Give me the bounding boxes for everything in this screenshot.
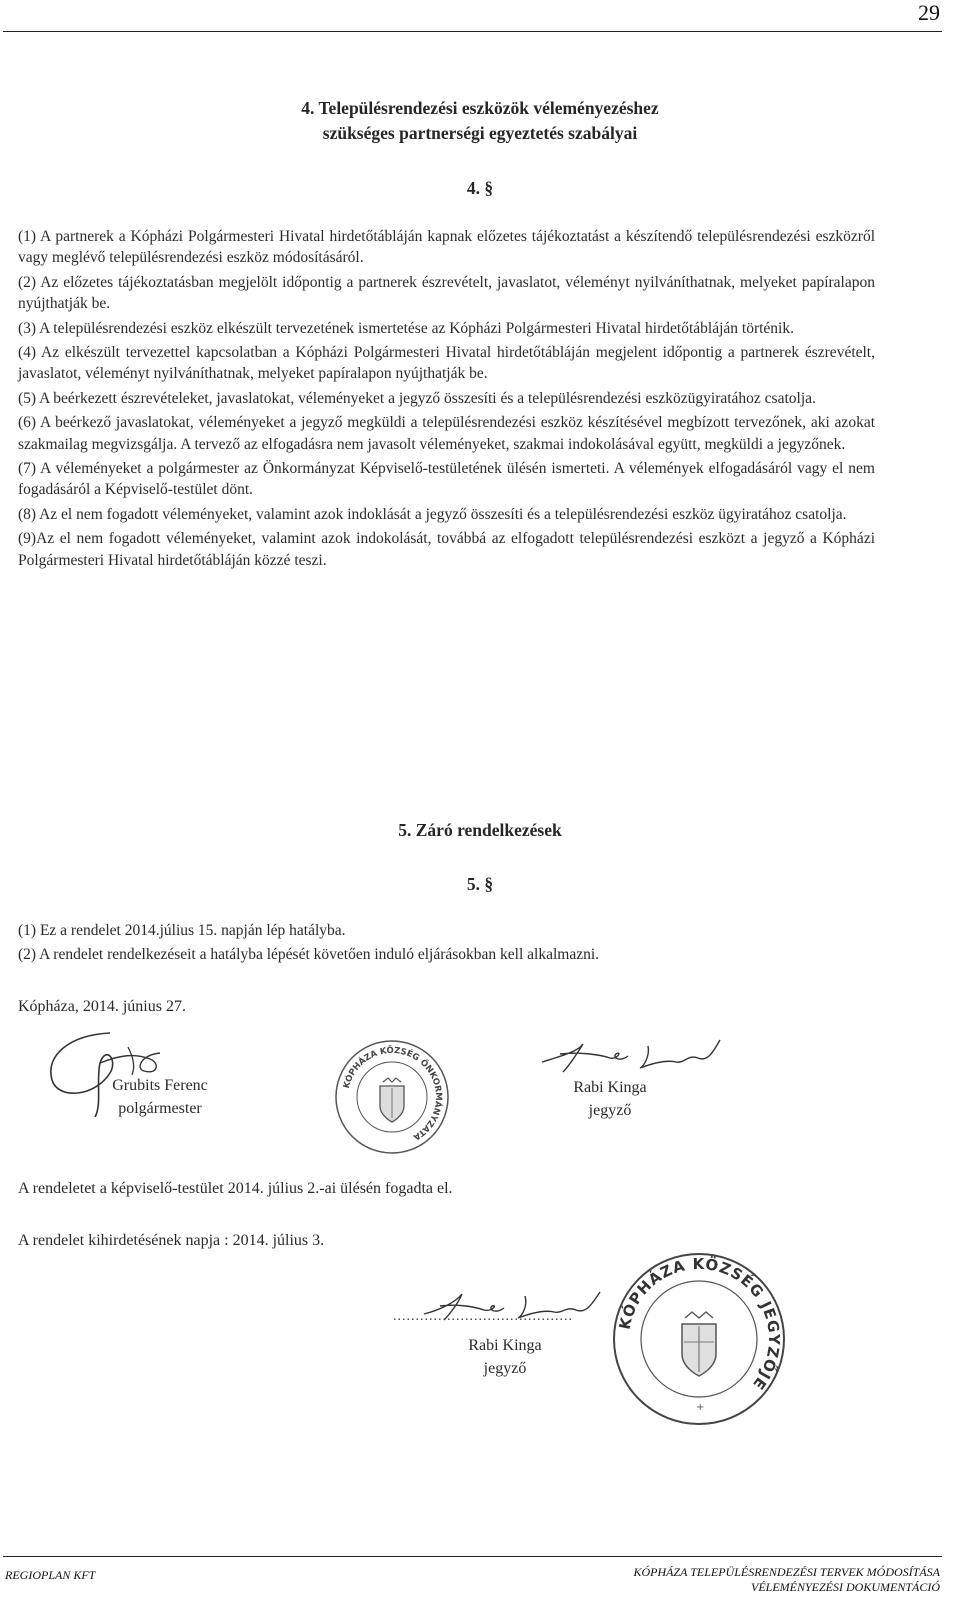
adopted-statement: A rendeletet a képviselő-testület 2014. július 2.-ai ülésén fogadta el.	[18, 1180, 453, 1197]
paragraph-4-7: (7) A véleményeket a polgármester az Önkormányzat Képviselő-testületének ülésén ismerteti. A vélemények elfogadásáról vagy el nem fogadásáról a Képviselő-testület dönt.	[18, 460, 875, 499]
paragraph-4-2: (2) Az előzetes tájékoztatásban megjelölt időpontig a partnerek észrevételt, javaslatot, véleményt nyilváníthatnak, melyeket papíralapon nyújthatják be.	[18, 273, 875, 313]
section4-title-line2: szükséges partnerségi egyeztetés szabályai	[322, 123, 638, 143]
notary-signature	[538, 1032, 723, 1082]
notary-title: jegyző	[588, 1102, 632, 1119]
paragraph-4-6: (6) A beérkező javaslatokat, véleményeket a jegyző megküldi a településrendezési eszköz készítésével megbízott tervezőnek, aki azokat szakmailag megvizsgálja. A tervező az elfogadásra nem javasolt véleményeket, szakmai indokolásával együtt, megküldi a jegyzőnek.	[18, 414, 875, 453]
mayor-signature-block	[75, 1074, 245, 1120]
notary-stamp	[610, 1250, 788, 1428]
section5-sign: 5. §	[466, 874, 494, 894]
section4-title-line1: 4. Településrendezési eszközök véleményezéshez	[301, 98, 659, 118]
place-date: Kópháza, 2014. június 27.	[18, 998, 186, 1015]
header-rule	[3, 31, 942, 32]
page-number: 29	[918, 0, 940, 25]
notary-name: Rabi Kinga	[573, 1079, 647, 1096]
svg-text:+: +	[696, 1402, 705, 1413]
signature-dotted-line: ........................................	[393, 1309, 573, 1324]
footer-right-line1: KÓPHÁZA TELEPÜLÉSRENDEZÉSI TERVEK MÓDOSÍTÁSA	[633, 1565, 940, 1579]
municipality-stamp	[333, 1038, 451, 1156]
section4-title	[0, 96, 960, 146]
notary-name-2: Rabi Kinga	[468, 1337, 542, 1354]
footer-right-line2: VÉLEMÉNYEZÉSI DOKUMENTÁCIÓ	[751, 1580, 940, 1594]
notary-title-2: jegyző	[483, 1360, 527, 1377]
municipality-stamp-text: KÓPHÁZA KÖZSÉG ÖNKORMÁNYZATA	[341, 1045, 444, 1142]
notary-signature-block-2	[420, 1334, 590, 1380]
published-statement: A rendelet kihirdetésének napja : 2014. július 3.	[18, 1232, 325, 1249]
footer-rule	[3, 1556, 942, 1557]
paragraph-4-3: (3) A településrendezési eszköz elkészült tervezetének ismertetése az Kópházi Polgármesteri Hivatal hirdetőtábláján történik.	[18, 319, 794, 337]
section4-body	[18, 226, 875, 574]
mayor-name: Grubits Ferenc	[112, 1077, 208, 1094]
footer-left: REGIOPLAN KFT	[5, 1568, 96, 1582]
section5-title: 5. Záró rendelkezések	[398, 820, 562, 840]
paragraph-5-2: (2) A rendelet rendelkezéseit a hatályba lépését követően induló eljárásokban kell alkalmazni.	[18, 946, 600, 963]
notary-stamp-text: KÓPHÁZA KÖZSÉG JEGYZŐJE	[615, 1254, 784, 1394]
paragraph-4-4: (4) Az elkészült tervezettel kapcsolatban a Kópházi Polgármesteri Hivatal hirdetőtábláján megjelent időpontig a partnerek észrevételt, javaslatot, véleményt nyilváníthatnak, melyeket papíralapon nyújthatják be.	[18, 344, 875, 383]
paragraph-4-8: (8) Az el nem fogadott véleményeket, valamint azok indoklását a jegyző összesíti és a településrendezési eszköz ügyiratához csatolja.	[18, 505, 847, 523]
notary-signature-block	[525, 1076, 695, 1122]
section4-sign: 4. §	[466, 178, 494, 198]
paragraph-4-5: (5) A beérkezett észrevételeket, javaslatokat, véleményeket a jegyző összesíti és a településrendezési eszközügyiratához csatolja.	[18, 389, 816, 407]
footer-right	[633, 1565, 940, 1595]
paragraph-4-9: (9)Az el nem fogadott véleményeket, valamint azok indokolását, továbbá az elfogadott településrendezési eszközt a jegyző a Kópházi Polgármesteri Hivatal hirdetőtábláján közzé teszi.	[18, 530, 875, 569]
paragraph-4-1: (1) A partnerek a Kópházi Polgármesteri Hivatal hirdetőtábláján kapnak előzetes tájékoztatást a készítendő településrendezési eszközről vagy meglévő településrendezési eszköz módosításáról.	[18, 228, 875, 267]
paragraph-5-1: (1) Ez a rendelet 2014.július 15. napján lép hatályba.	[18, 922, 346, 939]
mayor-title: polgármester	[118, 1100, 202, 1117]
